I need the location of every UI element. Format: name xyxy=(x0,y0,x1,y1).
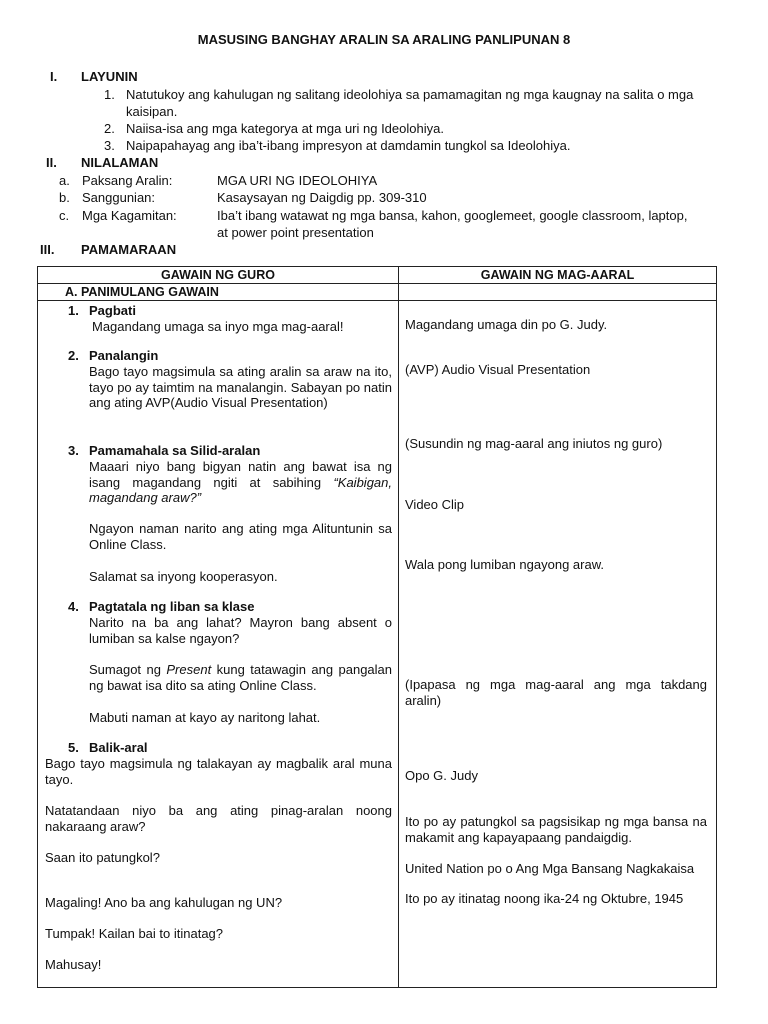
student-response: Opo G. Judy xyxy=(405,768,478,783)
teacher-praise-text: Mahusay! xyxy=(45,957,102,972)
guro-activities-cell xyxy=(38,301,399,988)
student-response: (Susundin ng mag-aaral ang iniutos ng guro) xyxy=(405,436,663,451)
objective-number: 1. xyxy=(104,87,115,102)
item-title-panalangin: Panalangin xyxy=(89,348,159,363)
item-number: 4. xyxy=(68,599,79,614)
content-label: Paksang Aralin: xyxy=(82,173,173,188)
column-header-guro: GAWAIN NG GURO xyxy=(38,267,399,284)
student-response: United Nation po o Ang Mga Bansang Nagkakaisa xyxy=(405,861,695,876)
content-value: Iba’t ibang watawat ng mga bansa, kahon, googlemeet, google classroom, laptop, xyxy=(217,208,688,223)
section-number-1: I. xyxy=(50,69,58,84)
student-response: (AVP) Audio Visual Presentation xyxy=(405,362,591,377)
objective-text: Naipapahayag ang iba’t-ibang impresyon at damdamin tungkol sa Ideolohiya. xyxy=(126,138,571,153)
section-heading-pamamaraan: PAMAMARAAN xyxy=(81,242,177,257)
item-number: 1. xyxy=(68,303,79,318)
teacher-greeting: Magandang umaga sa inyo mga mag-aaral! xyxy=(92,319,344,334)
content-label: Sanggunian: xyxy=(82,190,156,205)
student-response: Magandang umaga din po G. Judy. xyxy=(405,317,608,332)
student-response: Ito po ay itinatag noong ika-24 ng Oktubre, 1945 xyxy=(405,891,684,906)
present-text-b: kung tatawagin ang pangalan ng bawat isa dito sa ating Online Class. xyxy=(89,662,393,693)
column-header-magaaral: GAWAIN NG MAG-AARAL xyxy=(399,267,717,284)
content-letter: b. xyxy=(59,190,70,205)
teacher-founding-question: Tumpak! Kailan bai to itinatag? xyxy=(45,926,224,941)
item-number: 2. xyxy=(68,348,79,363)
student-response: Wala pong lumiban ngayong araw. xyxy=(405,557,604,572)
content-letter: a. xyxy=(59,173,70,188)
student-response: (Ipapasa ng mga mag-aaral ang mga takdang aralin) xyxy=(405,677,707,708)
present-text-a: Sumagot ng xyxy=(89,662,167,677)
content-value-continued: at power point presentation xyxy=(217,225,374,240)
teacher-present-text xyxy=(89,662,392,693)
content-value: MGA URI NG IDEOLOHIYA xyxy=(217,173,378,188)
teacher-classroom-text xyxy=(89,459,392,506)
section-number-2: II. xyxy=(46,155,57,170)
teacher-remember-text: Natatandaan niyo ba ang ating pinag-aralan noong nakaraang araw? xyxy=(45,803,392,834)
section-row-panimulang-gawain xyxy=(38,284,399,301)
classroom-text: Maaari niyo bang bigyan natin ang bawat isa ng isang magandang ngiti at sabihing xyxy=(89,459,392,490)
section-number-3: III. xyxy=(40,242,55,257)
teacher-all-present-text: Mabuti naman at kayo ay naritong lahat. xyxy=(89,710,321,725)
section-heading-layunin: LAYUNIN xyxy=(81,69,138,84)
content-label: Mga Kagamitan: xyxy=(82,208,177,223)
empty-cell xyxy=(399,284,717,301)
teacher-un-question: Magaling! Ano ba ang kahulugan ng UN? xyxy=(45,895,283,910)
activity-table xyxy=(37,266,717,988)
teacher-review-text: Bago tayo magsimula ng talakayan ay magbalik aral muna tayo. xyxy=(45,756,392,787)
student-response: Video Clip xyxy=(405,497,465,512)
item-number: 3. xyxy=(68,443,79,458)
objective-text: Natutukoy ang kahulugan ng salitang ideolohiya sa pamamagitan ng mga kaugnay na salita o mga xyxy=(126,87,694,102)
item-title-balikaral: Balik-aral xyxy=(89,740,148,755)
teacher-topic-question: Saan ito patungkol? xyxy=(45,850,160,865)
document-title: MASUSING BANGHAY ARALIN SA ARALING PANLIPUNAN 8 xyxy=(197,32,571,47)
teacher-thanks-text: Salamat sa inyong kooperasyon. xyxy=(89,569,278,584)
objective-number: 3. xyxy=(104,138,115,153)
objective-number: 2. xyxy=(104,121,115,136)
objective-text-continued: kaisipan. xyxy=(126,104,178,119)
teacher-attendance-text: Narito na ba ang lahat? Mayron bang absent o lumiban sa kalse ngayon? xyxy=(89,615,392,646)
item-title-pagbati: Pagbati xyxy=(89,303,136,318)
objective-text: Naiisa-isa ang mga kategorya at mga uri ng Ideolohiya. xyxy=(126,121,444,136)
item-title-pamamahala: Pamamahala sa Silid-aralan xyxy=(89,443,261,458)
section-heading-nilalaman: NILALAMAN xyxy=(81,155,159,170)
teacher-rules-text: Ngayon naman narito ang ating mga Alituntunin sa Online Class. xyxy=(89,521,392,552)
magaaral-activities-cell xyxy=(399,301,717,988)
item-title-pagtatala: Pagtatala ng liban sa klase xyxy=(89,599,255,614)
section-label: A. PANIMULANG GAWAIN xyxy=(65,285,219,299)
classroom-quote: “Kaibigan, magandang araw?” xyxy=(89,474,392,506)
item-number: 5. xyxy=(68,740,79,755)
teacher-prayer-text: Bago tayo magsimula sa ating aralin sa araw na ito, tayo po ay taimtim na manalangin. Sabayan po natin ang ating AVP(Audio Visual Presentation) xyxy=(89,364,392,411)
content-value: Kasaysayan ng Daigdig pp. 309-310 xyxy=(217,190,427,205)
content-letter: c. xyxy=(59,208,70,223)
present-text-italic: Present xyxy=(166,662,212,677)
student-response: Ito po ay patungkol sa pagsisikap ng mga bansa na makamit ang kapayapaang pandaigdig. xyxy=(405,814,707,845)
